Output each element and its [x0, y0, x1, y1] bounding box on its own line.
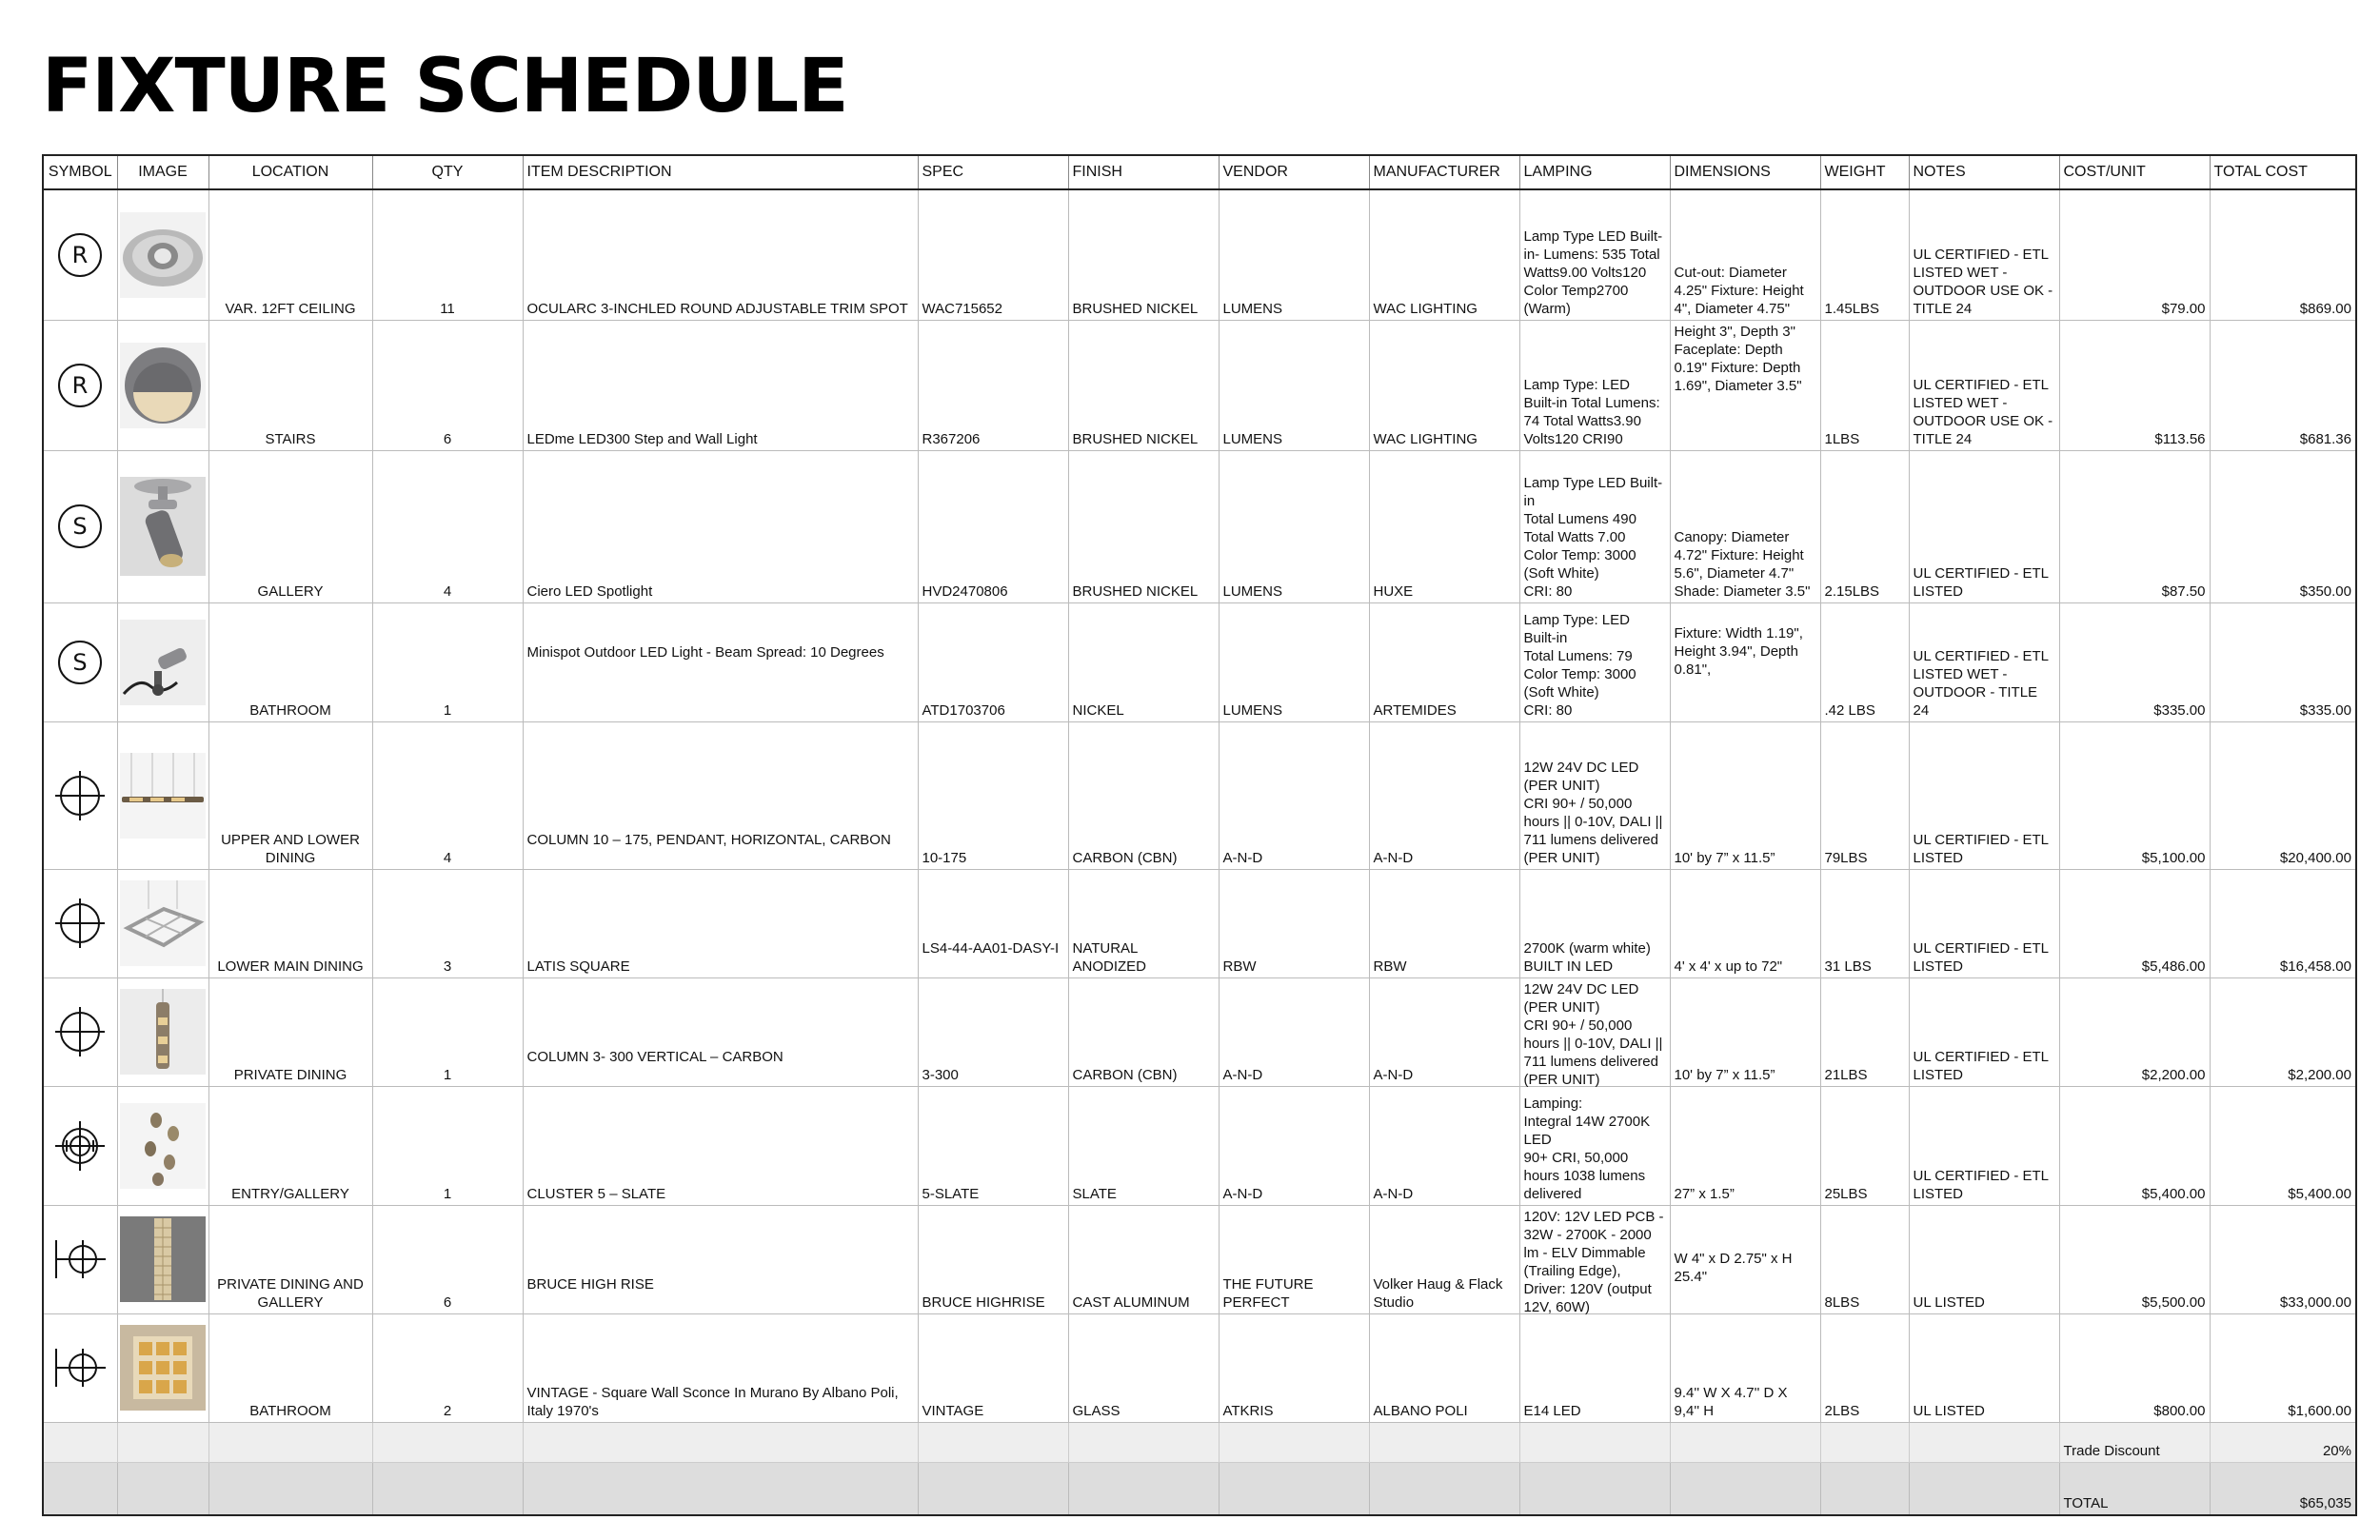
weight-cell: 2.15LBS	[1820, 450, 1909, 602]
location-cell: UPPER AND LOWER DINING	[208, 721, 372, 869]
symbol-cell	[43, 977, 117, 1086]
manufacturer-cell: A-N-D	[1369, 1086, 1519, 1205]
table-row	[43, 602, 2356, 721]
total-cost-cell: $5,400.00	[2210, 1086, 2356, 1205]
vendor-cell: A-N-D	[1219, 721, 1369, 869]
qty-cell: 4	[372, 450, 523, 602]
fixture-image-cell	[117, 450, 208, 602]
location-cell: BATHROOM	[208, 1313, 372, 1422]
qty-cell: 4	[372, 721, 523, 869]
fixture-image-cell	[117, 1086, 208, 1205]
weight-cell: 79LBS	[1820, 721, 1909, 869]
fixture-image-cell	[117, 977, 208, 1086]
recessed-symbol-icon	[54, 360, 106, 411]
notes-cell: UL CERTIFIED - ETL LISTED	[1909, 450, 2059, 602]
notes-cell: UL CERTIFIED - ETL LISTED	[1909, 977, 2059, 1086]
symbol-cell	[43, 869, 117, 977]
cost-unit-cell: $5,500.00	[2059, 1205, 2210, 1313]
qty-cell: 1	[372, 602, 523, 721]
table-row	[43, 721, 2356, 869]
vertical-column-image	[120, 989, 206, 1075]
symbol-cell	[43, 320, 117, 450]
manufacturer-cell: ALBANO POLI	[1369, 1313, 1519, 1422]
description-cell: Minispot Outdoor LED Light - Beam Spread: 10 Degrees	[523, 602, 918, 721]
lamping-cell: Lamping: Integral 14W 2700K LED 90+ CRI, 50,000 hours 1038 lumens delivered	[1519, 1086, 1670, 1205]
pendant-symbol-icon	[53, 1005, 107, 1058]
header-lamping: LAMPING	[1519, 155, 1670, 189]
header-spec: SPEC	[918, 155, 1068, 189]
total-cost-cell: $1,600.00	[2210, 1313, 2356, 1422]
dimensions-cell: W 4" x D 2.75" x H 25.4"	[1670, 1205, 1820, 1313]
weight-cell: 1LBS	[1820, 320, 1909, 450]
vendor-cell: LUMENS	[1219, 450, 1369, 602]
lamping-text: 120V: 12V LED PCB - 32W - 2700K - 2000 lm - ELV Dimmable (Trailing Edge), Driver: 120V (output 12V, 60W)	[1523, 1208, 1664, 1315]
cost-unit-cell: $5,100.00	[2059, 721, 2210, 869]
qty-cell: 1	[372, 977, 523, 1086]
spotlight-symbol-icon	[54, 637, 106, 688]
header-weight: WEIGHT	[1820, 155, 1909, 189]
weight-cell: 31 LBS	[1820, 869, 1909, 977]
finish-cell: SLATE	[1068, 1086, 1219, 1205]
spec-cell: WAC715652	[918, 189, 1068, 320]
table-row	[43, 1086, 2356, 1205]
wall-sconce-symbol-icon	[52, 1233, 108, 1286]
symbol-cell	[43, 450, 117, 602]
svg-text:S: S	[72, 513, 88, 540]
description-cell: COLUMN 3- 300 VERTICAL – CARBON	[523, 977, 918, 1086]
total-cost-cell: $869.00	[2210, 189, 2356, 320]
lamping-cell	[1519, 977, 1670, 1086]
trade-discount-label: Trade Discount	[2059, 1422, 2210, 1462]
cost-unit-cell: $335.00	[2059, 602, 2210, 721]
table-row	[43, 869, 2356, 977]
grand-total-row	[43, 1462, 2356, 1515]
dimensions-cell: 10' by 7” x 11.5”	[1670, 721, 1820, 869]
cost-unit-cell: $5,400.00	[2059, 1086, 2210, 1205]
spec-cell: R367206	[918, 320, 1068, 450]
header-location: LOCATION	[208, 155, 372, 189]
total-cost-cell: $681.36	[2210, 320, 2356, 450]
finish-cell: NATURAL ANODIZED	[1068, 869, 1219, 977]
notes-cell: UL LISTED	[1909, 1313, 2059, 1422]
location-cell: PRIVATE DINING AND GALLERY	[208, 1205, 372, 1313]
notes-cell: UL CERTIFIED - ETL LISTED	[1909, 869, 2059, 977]
header-finish: FINISH	[1068, 155, 1219, 189]
latis-square-image	[120, 880, 206, 966]
page-title: FIXTURE SCHEDULE	[42, 44, 848, 129]
header-qty: QTY	[372, 155, 523, 189]
vendor-cell: LUMENS	[1219, 602, 1369, 721]
qty-cell: 6	[372, 320, 523, 450]
lamping-text: 12W 24V DC LED (PER UNIT) CRI 90+ / 50,000 hours || 0-10V, DALI || 711 lumens delivered (PER UNIT)	[1523, 980, 1663, 1088]
pendant-symbol-icon	[53, 897, 107, 950]
header-total-cost: TOTAL COST	[2210, 155, 2356, 189]
spec-cell: 3-300	[918, 977, 1068, 1086]
notes-cell: UL CERTIFIED - ETL LISTED WET - OUTDOOR - TITLE 24	[1909, 602, 2059, 721]
finish-cell: NICKEL	[1068, 602, 1219, 721]
header-image: IMAGE	[117, 155, 208, 189]
header-vendor: VENDOR	[1219, 155, 1369, 189]
fixture-image-cell	[117, 602, 208, 721]
manufacturer-cell: WAC LIGHTING	[1369, 320, 1519, 450]
manufacturer-cell: A-N-D	[1369, 977, 1519, 1086]
dimensions-cell: Canopy: Diameter 4.72" Fixture: Height 5.6", Diameter 4.7" Shade: Diameter 3.5"	[1670, 450, 1820, 602]
manufacturer-cell: HUXE	[1369, 450, 1519, 602]
vendor-cell: ATKRIS	[1219, 1313, 1369, 1422]
location-cell: LOWER MAIN DINING	[208, 869, 372, 977]
total-cost-cell: $33,000.00	[2210, 1205, 2356, 1313]
finish-cell: CARBON (CBN)	[1068, 721, 1219, 869]
murano-sconce-image	[120, 1325, 206, 1411]
vendor-cell: RBW	[1219, 869, 1369, 977]
lamping-cell: Lamp Type LED Built-in Total Lumens 490 Total Watts 7.00 Color Temp: 3000 (Soft White) CRI: 80	[1519, 450, 1670, 602]
recessed-symbol-icon	[54, 229, 106, 281]
bruce-high-rise-image	[120, 1216, 206, 1302]
lamping-cell: E14 LED	[1519, 1313, 1670, 1422]
symbol-cell	[43, 1313, 117, 1422]
finish-cell: CARBON (CBN)	[1068, 977, 1219, 1086]
qty-cell: 6	[372, 1205, 523, 1313]
location-cell: BATHROOM	[208, 602, 372, 721]
fixture-image-cell	[117, 869, 208, 977]
finish-cell: BRUSHED NICKEL	[1068, 450, 1219, 602]
symbol-cell	[43, 1205, 117, 1313]
finish-cell: GLASS	[1068, 1313, 1219, 1422]
recessed-downlight-image	[120, 212, 206, 298]
manufacturer-cell: ARTEMIDES	[1369, 602, 1519, 721]
manufacturer-cell: A-N-D	[1369, 721, 1519, 869]
description-cell: OCULARC 3-INCHLED ROUND ADJUSTABLE TRIM SPOT	[523, 189, 918, 320]
wall-sconce-symbol-icon	[52, 1341, 108, 1394]
fixture-image-cell	[117, 320, 208, 450]
lamping-cell: 12W 24V DC LED (PER UNIT) CRI 90+ / 50,000 hours || 0-10V, DALI || 711 lumens delivered (PER UNIT)	[1519, 721, 1670, 869]
lamping-cell: 2700K (warm white) BUILT IN LED	[1519, 869, 1670, 977]
qty-cell: 11	[372, 189, 523, 320]
vendor-cell: THE FUTURE PERFECT	[1219, 1205, 1369, 1313]
spec-cell: BRUCE HIGHRISE	[918, 1205, 1068, 1313]
location-cell: STAIRS	[208, 320, 372, 450]
dimensions-cell: 4' x 4' x up to 72"	[1670, 869, 1820, 977]
weight-cell: 21LBS	[1820, 977, 1909, 1086]
spec-cell: VINTAGE	[918, 1313, 1068, 1422]
spec-cell: 5-SLATE	[918, 1086, 1068, 1205]
cost-unit-cell: $79.00	[2059, 189, 2210, 320]
location-cell: VAR. 12FT CEILING	[208, 189, 372, 320]
manufacturer-cell: Volker Haug & Flack Studio	[1369, 1205, 1519, 1313]
linear-pendant-image	[120, 753, 206, 839]
fixture-image-cell	[117, 721, 208, 869]
description-cell: LEDme LED300 Step and Wall Light	[523, 320, 918, 450]
fixture-schedule-table	[42, 154, 2357, 1516]
cost-unit-cell: $113.56	[2059, 320, 2210, 450]
trade-discount-row	[43, 1422, 2356, 1462]
cluster-pendant-image	[120, 1103, 206, 1189]
weight-cell: 1.45LBS	[1820, 189, 1909, 320]
header-dimensions: DIMENSIONS	[1670, 155, 1820, 189]
vendor-cell: LUMENS	[1219, 189, 1369, 320]
finish-cell: CAST ALUMINUM	[1068, 1205, 1219, 1313]
lamping-cell: Lamp Type LED Built-in- Lumens: 535 Total Watts9.00 Volts120 Color Temp2700 (Warm)	[1519, 189, 1670, 320]
header-symbol: SYMBOL	[43, 155, 117, 189]
table-row	[43, 450, 2356, 602]
notes-cell: UL CERTIFIED - ETL LISTED	[1909, 1086, 2059, 1205]
svg-text:R: R	[71, 241, 89, 268]
fixture-image-cell	[117, 1205, 208, 1313]
finish-cell: BRUSHED NICKEL	[1068, 189, 1219, 320]
notes-cell: UL CERTIFIED - ETL LISTED	[1909, 721, 2059, 869]
minispot-image	[120, 620, 206, 705]
grand-total-label: TOTAL	[2059, 1462, 2210, 1515]
table-row	[43, 189, 2356, 320]
cost-unit-cell: $5,486.00	[2059, 869, 2210, 977]
total-cost-cell: $335.00	[2210, 602, 2356, 721]
weight-cell: 8LBS	[1820, 1205, 1909, 1313]
dimensions-cell: Cut-out: Diameter 4.25" Fixture: Height 4", Diameter 4.75"	[1670, 189, 1820, 320]
total-cost-cell: $350.00	[2210, 450, 2356, 602]
header-row	[43, 155, 2356, 189]
vendor-cell: A-N-D	[1219, 1086, 1369, 1205]
svg-text:S: S	[72, 648, 88, 676]
location-cell: PRIVATE DINING	[208, 977, 372, 1086]
dimensions-cell: Height 3", Depth 3" Faceplate: Depth 0.19" Fixture: Depth 1.69", Diameter 3.5"	[1670, 320, 1820, 450]
header-cost-unit: COST/UNIT	[2059, 155, 2210, 189]
qty-cell: 1	[372, 1086, 523, 1205]
lamping-cell: Lamp Type: LED Built-in Total Lumens: 79 Color Temp: 3000 (Soft White) CRI: 80	[1519, 602, 1670, 721]
finish-cell: BRUSHED NICKEL	[1068, 320, 1219, 450]
notes-cell: UL CERTIFIED - ETL LISTED WET - OUTDOOR USE OK - TITLE 24	[1909, 320, 2059, 450]
location-cell: ENTRY/GALLERY	[208, 1086, 372, 1205]
spec-cell: 10-175	[918, 721, 1068, 869]
spec-cell: ATD1703706	[918, 602, 1068, 721]
grand-total-value: $65,035	[2210, 1462, 2356, 1515]
spec-cell: HVD2470806	[918, 450, 1068, 602]
vendor-cell: A-N-D	[1219, 977, 1369, 1086]
spotlight-image	[120, 477, 206, 576]
step-light-image	[120, 343, 206, 428]
dimensions-cell: 9.4'' W X 4.7'' D X 9,4'' H	[1670, 1313, 1820, 1422]
weight-cell: 2LBS	[1820, 1313, 1909, 1422]
notes-cell: UL CERTIFIED - ETL LISTED WET - OUTDOOR USE OK - TITLE 24	[1909, 189, 2059, 320]
table-row	[43, 977, 2356, 1086]
manufacturer-cell: WAC LIGHTING	[1369, 189, 1519, 320]
symbol-cell	[43, 189, 117, 320]
svg-text:R: R	[71, 371, 89, 399]
header-notes: NOTES	[1909, 155, 2059, 189]
cost-unit-cell: $800.00	[2059, 1313, 2210, 1422]
header-item-description: ITEM DESCRIPTION	[523, 155, 918, 189]
vendor-cell: LUMENS	[1219, 320, 1369, 450]
table-row	[43, 1205, 2356, 1313]
notes-cell: UL LISTED	[1909, 1205, 2059, 1313]
spec-cell: LS4-44-AA01-DASY-I	[918, 869, 1068, 977]
cost-unit-cell: $87.50	[2059, 450, 2210, 602]
symbol-cell	[43, 721, 117, 869]
dimensions-cell: Fixture: Width 1.19", Height 3.94", Depth 0.81",	[1670, 602, 1820, 721]
symbol-cell	[43, 1086, 117, 1205]
dimensions-cell: 27” x 1.5”	[1670, 1086, 1820, 1205]
lamping-cell: Lamp Type: LED Built-in Total Lumens: 74 Total Watts3.90 Volts120 CRI90	[1519, 320, 1670, 450]
table-row	[43, 1313, 2356, 1422]
pendant-symbol-icon	[53, 769, 107, 822]
table-row	[43, 320, 2356, 450]
total-cost-cell: $2,200.00	[2210, 977, 2356, 1086]
description-cell: Ciero LED Spotlight	[523, 450, 918, 602]
header-manufacturer: MANUFACTURER	[1369, 155, 1519, 189]
cluster-pendant-symbol-icon	[53, 1119, 107, 1173]
description-cell: COLUMN 10 – 175, PENDANT, HORIZONTAL, CARBON	[523, 721, 918, 869]
description-cell: LATIS SQUARE	[523, 869, 918, 977]
description-cell: VINTAGE - Square Wall Sconce In Murano By Albano Poli, Italy 1970's	[523, 1313, 918, 1422]
weight-cell: .42 LBS	[1820, 602, 1909, 721]
cost-unit-cell: $2,200.00	[2059, 977, 2210, 1086]
qty-cell: 2	[372, 1313, 523, 1422]
total-cost-cell: $20,400.00	[2210, 721, 2356, 869]
description-cell: CLUSTER 5 – SLATE	[523, 1086, 918, 1205]
manufacturer-cell: RBW	[1369, 869, 1519, 977]
location-cell: GALLERY	[208, 450, 372, 602]
description-cell: BRUCE HIGH RISE	[523, 1205, 918, 1313]
trade-discount-value: 20%	[2210, 1422, 2356, 1462]
spotlight-symbol-icon	[54, 501, 106, 552]
weight-cell: 25LBS	[1820, 1086, 1909, 1205]
lamping-cell	[1519, 1205, 1670, 1313]
fixture-image-cell	[117, 1313, 208, 1422]
fixture-image-cell	[117, 189, 208, 320]
qty-cell: 3	[372, 869, 523, 977]
symbol-cell	[43, 602, 117, 721]
total-cost-cell: $16,458.00	[2210, 869, 2356, 977]
dimensions-cell: 10' by 7” x 11.5”	[1670, 977, 1820, 1086]
